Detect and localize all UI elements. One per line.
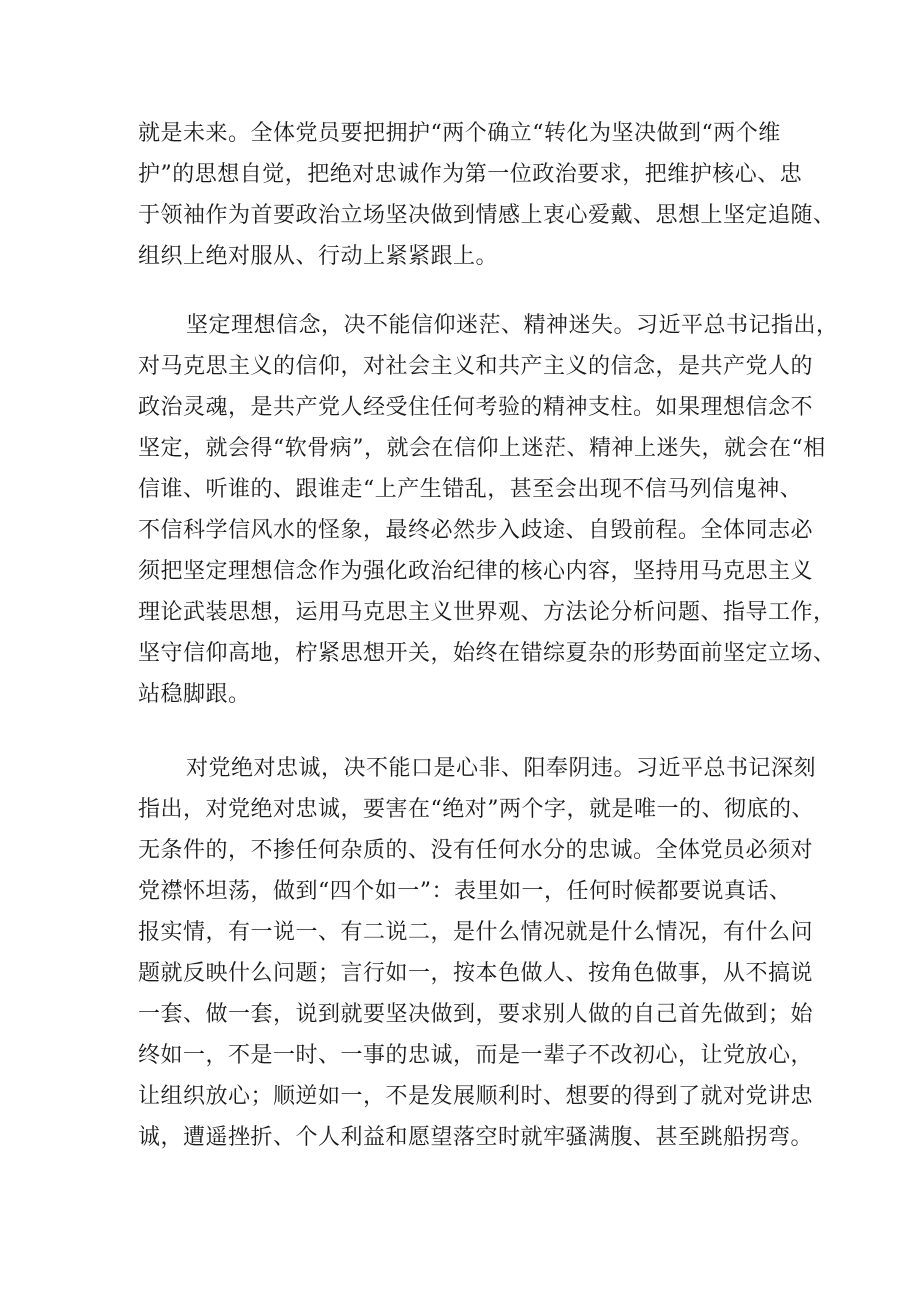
text-line: 组织上绝对服从、行动上紧紧跟上。 [138,244,499,269]
text-line: 坚守信仰高地，柠紧思想开关，始终在错综夏杂的形势面前坚定立场、 [138,641,836,666]
text-line: 一套、做一套，说到就要坚决做到，要求别人做的自己首先做到；始 [138,1002,814,1027]
text-line: 坚定，就会得“软骨病”，就会在信仰上迷茫、精神上迷失，就会在“相 [138,436,826,461]
text-line: 站稳脚跟。 [138,682,251,707]
text-line: 诚，遭遥挫折、个人利益和愿望落空时就牢骚满腹、甚至跳船拐弯。 [138,1125,814,1150]
paragraph-1 [138,113,836,277]
text-line: 护”的思想自觉，把绝对忠诚作为第一位政治要求，把维护核心、忠 [138,162,803,187]
text-line: 报实情，有一说一、有二说二，是什么情况就是什么情况，有什么问 [138,920,814,945]
text-line: 终如一，不是一时、一事的忠诚，而是一辈子不改初心，让党放心， [138,1043,814,1068]
paragraph-2 [138,305,839,715]
text-line: 于领袖作为首要政治立场坚决做到情感上衷心爱戴、思想上坚定追随、 [138,203,836,228]
text-line: 党襟怀坦荡，做到“四个如一”：表里如一，任何时候都要说真话、 [138,879,792,904]
text-line: 对党绝对忠诚，决不能口是心非、阳奉阴违。习近平总书记深刻 [186,756,817,781]
text-line: 让组织放心；顺逆如一，不是发展顺利时、想要的得到了就对党讲忠 [138,1084,814,1109]
text-line: 理论武装思想，运用马克思主义世界观、方法论分析问题、指导工作， [138,600,836,625]
text-line: 政治灵魂，是共产党人经受住任何考验的精神支柱。如果理想信念不 [138,395,814,420]
text-line: 无条件的，不掺任何杂质的、没有任何水分的忠诚。全体党员必须对 [138,838,814,863]
text-line: 指出，对党绝对忠诚，要害在“绝对”两个字，就是唯一的、彻底的、 [138,797,814,822]
text-line: 就是未来。全体党员要把拥护“两个确立“转化为坚决做到“两个维 [138,121,781,146]
text-line: 须把坚定理想信念作为强化政治纪律的核心内容，坚持用马克思主义 [138,559,814,584]
text-line: 题就反映什么问题；言行如一，按本色做人、按角色做事，从不搞说 [138,961,814,986]
text-line: 坚定理想信念，决不能信仰迷茫、精神迷失。习近平总书记指出， [186,313,839,338]
text-line: 对马克思主义的信仰，对社会主义和共产主义的信念，是共产党人的 [138,354,814,379]
text-line: 信谁、听谁的、跟谁走“上产生错乱，甚至会出现不信马列信鬼神、 [138,477,803,502]
paragraph-3 [138,748,817,1158]
text-line: 不信科学信风水的怪象，最终必然步入歧途、自毁前程。全体同志必 [138,518,814,543]
